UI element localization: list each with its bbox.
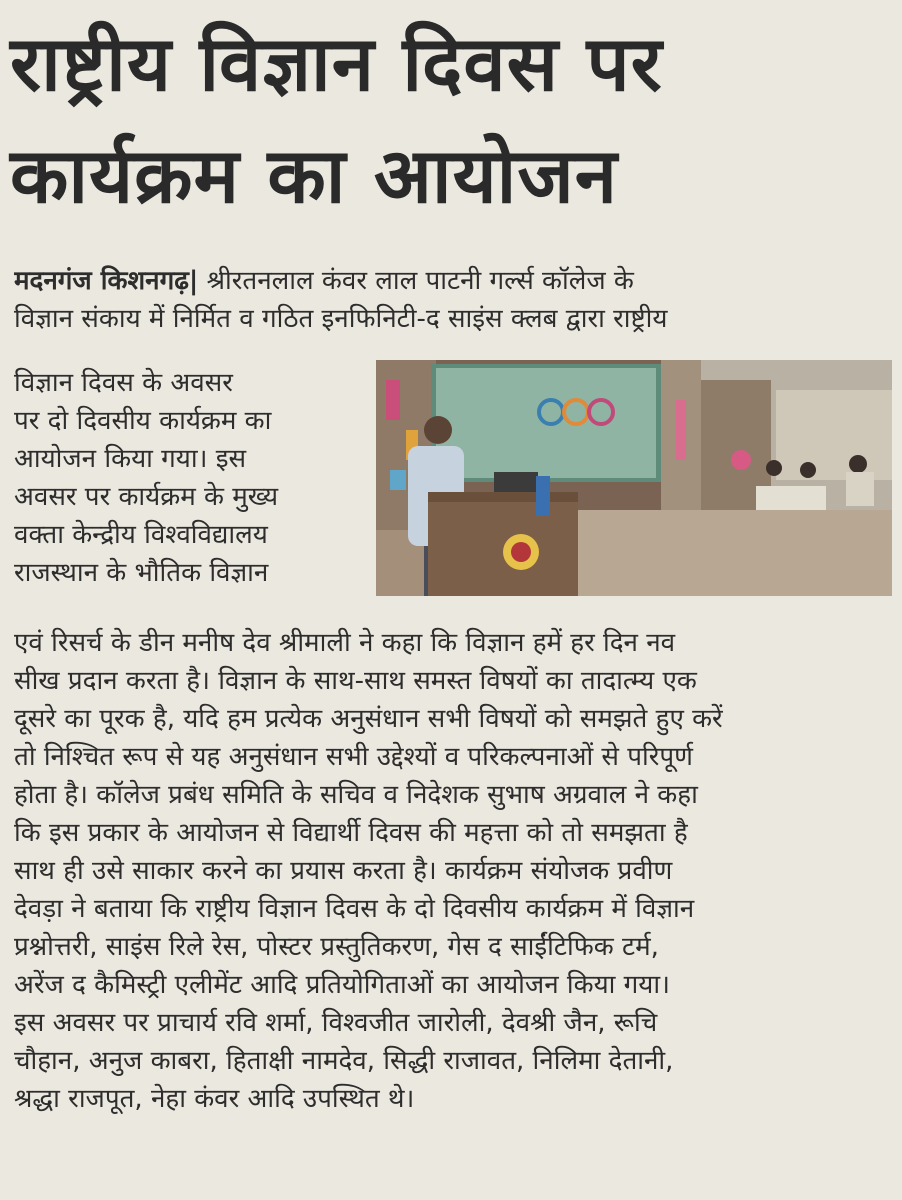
article-line: देवड़ा ने बताया कि राष्ट्रीय विज्ञान दिवस के दो दिवसीय कार्यक्रम में विज्ञान [14,894,695,924]
article-line: वक्ता केन्द्रीय विश्वविद्यालय [14,520,268,550]
article-line: एवं रिसर्च के डीन मनीष देव श्रीमाली ने कहा कि विज्ञान हमें हर दिन नव [14,628,676,658]
article-line: कि इस प्रकार के आयोजन से विद्यार्थी दिवस की महत्ता को तो समझता है [14,818,688,848]
event-photo [376,360,892,596]
article-line: आयोजन किया गया। इस [14,444,247,474]
dateline: मदनगंज किशनगढ़| [14,266,199,296]
article-line: अवसर पर कार्यक्रम के मुख्य [14,482,279,512]
headline [10,8,890,232]
article-line: इस अवसर पर प्राचार्य रवि शर्मा, विश्वजीत जारोली, देवश्री जैन, रूचि [14,1008,658,1038]
article-line: सीख प्रदान करता है। विज्ञान के साथ-साथ समस्त विषयों का तादात्म्य एक [14,666,697,696]
headline-line-2: कार्यक्रम का आयोजन [10,131,618,220]
article-intro [14,262,892,338]
event-photo-illustration [376,360,892,596]
article-line: श्रद्धा राजपूत, नेहा कंवर आदि उपस्थित थे। [14,1084,415,1114]
article-line: साथ ही उसे साकार करने का प्रयास करता है। कार्यक्रम संयोजक प्रवीण [14,856,673,886]
article-line: राजस्थान के भौतिक विज्ञान [14,558,269,588]
article-line: मदनगंज किशनगढ़| श्रीरतनलाल कंवर लाल पाटनी गर्ल्स कॉलेज के [14,266,634,296]
article-line: चौहान, अनुज काबरा, हिताक्षी नामदेव, सिद्धी राजावत, निलिमा देतानी, [14,1046,674,1076]
article-line: पर दो दिवसीय कार्यक्रम का [14,406,272,436]
article-line: प्रश्नोत्तरी, साइंस रिले रेस, पोस्टर प्रस्तुतिकरण, गेस द साईंटिफिक टर्म, [14,932,659,962]
article-line: दूसरे का पूरक है, यदि हम प्रत्येक अनुसंधान सभी विषयों को समझते हुए करें [14,704,723,734]
article-line: विज्ञान दिवस के अवसर [14,368,233,398]
article-line: विज्ञान संकाय में निर्मित व गठित इनफिनिटी-द साइंस क्लब द्वारा राष्ट्रीय [14,304,668,334]
article-body [14,624,892,1118]
article-line: तो निश्चित रूप से यह अनुसंधान सभी उद्देश्यों व परिकल्पनाओं से परिपूर्ण [14,742,693,772]
headline-line-1: राष्ट्रीय विज्ञान दिवस पर [10,19,663,108]
article-line: होता है। कॉलेज प्रबंध समिति के सचिव व निदेशक सुभाष अग्रवाल ने कहा [14,780,698,810]
article-line: अरेंज द कैमिस्ट्री एलीमेंट आदि प्रतियोगिताओं का आयोजन किया गया। [14,970,670,1000]
